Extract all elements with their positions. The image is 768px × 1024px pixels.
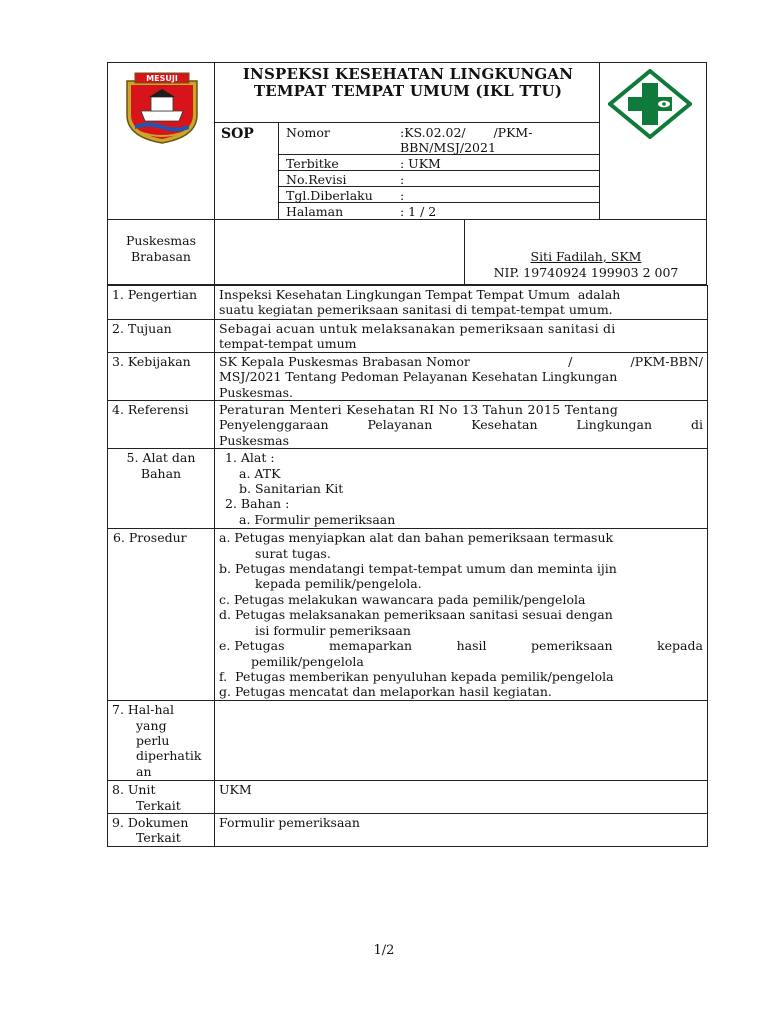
row-label-line: 7. Hal-hal: [112, 702, 174, 718]
meta-key-halaman: Halaman: [286, 204, 344, 219]
title-line: INSPEKSI KESEHATAN LINGKUNGAN: [242, 65, 574, 83]
table-row: [108, 352, 708, 400]
row-content: [215, 352, 708, 400]
content-line: MSJ/2021 Tentang Pedoman Pelayanan Kesehatan Lingkungan: [219, 369, 618, 385]
table-row: [108, 320, 708, 353]
signer-block: [466, 249, 706, 281]
list-item: a. Petugas menyiapkan alat dan bahan pemeriksaan termasuk: [219, 530, 614, 546]
meta-value-tgl: :: [400, 188, 405, 203]
content-line: [219, 417, 703, 432]
content-line: [219, 354, 703, 369]
content-line: suatu kegiatan pemeriksaan sanitasi di tempat-tempat umum.: [219, 302, 613, 318]
content-word: Penyelenggaraan: [219, 417, 329, 433]
row-content: [215, 401, 708, 449]
table-row: [108, 781, 708, 814]
list-item: c. Petugas melakukan wawancara pada pemilik/pengelola: [219, 591, 586, 607]
row-label-line: Bahan: [140, 465, 182, 481]
content-word: memaparkan: [329, 638, 413, 654]
row-label-line: an: [136, 763, 152, 779]
document-title: [216, 63, 600, 100]
list-item-cont: kepada pemilik/pengelola.: [255, 576, 422, 592]
mesuji-emblem-logo: [123, 71, 201, 145]
divider: [214, 219, 215, 284]
row-label: 2. Tujuan: [108, 320, 215, 353]
table-row: [108, 401, 708, 449]
table-row: [108, 449, 708, 529]
content-word: hasil: [456, 638, 487, 654]
sop-meta: [286, 125, 596, 220]
divider: [214, 122, 599, 123]
row-label-line: perlu: [136, 733, 170, 749]
content-word: pemeriksaan: [531, 638, 613, 654]
content-word: Pelayanan: [367, 417, 433, 433]
list-item: [219, 638, 703, 653]
table-row: [108, 701, 708, 781]
meta-key-terbitke: Terbitke: [286, 156, 339, 171]
list-item: b. Petugas mendatangi tempat-tempat umum dan meminta ijin: [219, 561, 617, 577]
puskesmas-name: [108, 233, 214, 265]
row-content: [215, 286, 708, 320]
row-content-empty: [215, 701, 708, 781]
signer-nip: NIP. 19740924 199903 2 007: [493, 265, 679, 280]
content-word: Kesehatan: [471, 417, 538, 433]
signer-name: Siti Fadilah, SKM: [530, 249, 642, 264]
list-item: a. ATK: [239, 465, 281, 481]
puskesmas-name-line: Brabasan: [131, 249, 191, 264]
divider: [464, 219, 465, 284]
row-content: [215, 449, 708, 529]
row-label: 6. Prosedur: [108, 529, 215, 701]
title-line: TEMPAT TEMPAT UMUM (IKL TTU): [253, 82, 563, 100]
content-word: Lingkungan: [576, 417, 652, 433]
content-word: di: [690, 417, 703, 433]
row-content: [215, 320, 708, 353]
list-item-cont: isi formulir pemeriksaan: [255, 622, 411, 638]
row-label: 3. Kebijakan: [108, 352, 215, 400]
sop-label: SOP: [221, 126, 254, 142]
content-word: kepada: [657, 638, 703, 654]
divider: [214, 63, 215, 219]
row-label-line: diperhatik: [136, 748, 202, 764]
row-label-line: Terkait: [136, 797, 181, 813]
table-row: [108, 529, 708, 701]
page-number: 1/2: [373, 943, 395, 958]
meta-value-revisi: :: [400, 172, 405, 187]
list-item-cont: pemilik/pengelola: [251, 653, 364, 669]
content-line: Puskesmas: [219, 432, 289, 448]
content-word: e. Petugas: [219, 638, 285, 654]
list-item: f. Petugas memberikan penyuluhan kepada pemilik/pengelola: [219, 668, 614, 684]
row-label: [108, 814, 215, 847]
table-row: [108, 286, 708, 320]
list-item: g. Petugas mencatat dan melaporkan hasil kegiatan.: [219, 684, 552, 700]
row-label: [108, 701, 215, 781]
row-label-line: Terkait: [136, 830, 181, 846]
content-word: SK Kepala Puskesmas Brabasan Nomor: [219, 353, 470, 369]
row-content: Formulir pemeriksaan: [215, 814, 708, 847]
row-label: 4. Referensi: [108, 401, 215, 449]
row-label: [108, 781, 215, 814]
row-content: UKM: [215, 781, 708, 814]
content-line: Sebagai acuan untuk melaksanakan pemeriksaan sanitasi di: [219, 321, 616, 336]
meta-key-nomor: Nomor: [286, 125, 330, 140]
content-line: tempat-tempat umum: [219, 336, 357, 352]
meta-key-tgl: Tgl.Diberlaku: [286, 188, 373, 203]
content-line: Peraturan Menteri Kesehatan RI No 13 Tahun 2015 Tentang: [219, 402, 619, 418]
row-content: [215, 529, 708, 701]
meta-value-terbitke: : UKM: [400, 156, 441, 171]
list-item: b. Sanitarian Kit: [239, 481, 344, 497]
list-item: 1. Alat :: [225, 450, 275, 466]
puskesmas-name-line: Puskesmas: [126, 233, 196, 248]
content-word: /PKM-BBN/: [630, 353, 703, 369]
meta-value-halaman: : 1 / 2: [400, 204, 437, 219]
sop-table: [107, 285, 708, 847]
list-item: d. Petugas melaksanakan pemeriksaan sanitasi sesuai dengan: [219, 607, 613, 623]
list-item: a. Formulir pemeriksaan: [239, 511, 396, 527]
meta-key-revisi: No.Revisi: [286, 172, 347, 187]
puskesmas-row: [107, 219, 707, 285]
content-line: Inspeksi Kesehatan Lingkungan Tempat Tempat Umum adalah: [219, 287, 621, 302]
row-label-line: 5. Alat dan: [126, 450, 196, 466]
row-label-line: yang: [136, 717, 167, 733]
sop-header: [107, 62, 707, 220]
row-label: 1. Pengertian: [108, 286, 215, 320]
list-item-cont: surat tugas.: [255, 545, 331, 561]
row-label-line: 8. Unit: [112, 782, 156, 798]
row-label-line: 9. Dokumen: [112, 815, 189, 831]
content-word: /: [568, 353, 573, 369]
list-item: 2. Bahan :: [225, 496, 290, 512]
meta-value-nomor: :KS.02.02/ /PKM-: [400, 125, 533, 140]
table-row: [108, 814, 708, 847]
meta-value-nomor-cont: BBN/MSJ/2021: [400, 140, 496, 155]
content-line: Puskesmas.: [219, 384, 293, 400]
svg-text:MESUJI: MESUJI: [146, 74, 178, 83]
puskesmas-logo: [608, 69, 692, 139]
row-label: [108, 449, 215, 529]
